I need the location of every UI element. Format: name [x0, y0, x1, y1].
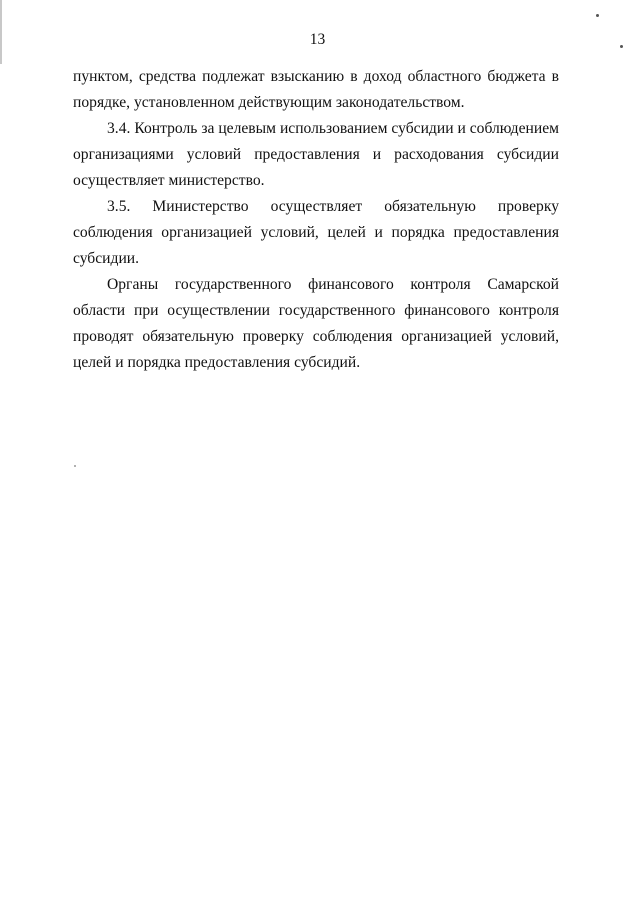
scan-speck [74, 465, 76, 467]
paragraph-clause-3-5: 3.5. Министерство осуществляет обязательную проверку соблюдения организацией условий, целей и порядка предоставления субсидии. [73, 198, 559, 267]
document-body [73, 64, 559, 376]
paragraph-clause-3-4: 3.4. Контроль за целевым использованием субсидии и соблюдением организациями условий предоставления и расходования субсидии осуществляет министерство. [73, 120, 559, 189]
paragraph-state-control: Органы государственного финансового контроля Самарской области при осуществлении государственного финансового контроля проводят обязательную проверку соблюдения организацией условий, целей и порядка предоставления субсидий. [73, 276, 559, 371]
scan-speck [596, 14, 599, 17]
page-number: 13 [309, 31, 326, 48]
paragraph-continuation: пунктом, средства подлежат взысканию в доход областного бюджета в порядке, установленном действующим законодательством. [73, 68, 559, 111]
